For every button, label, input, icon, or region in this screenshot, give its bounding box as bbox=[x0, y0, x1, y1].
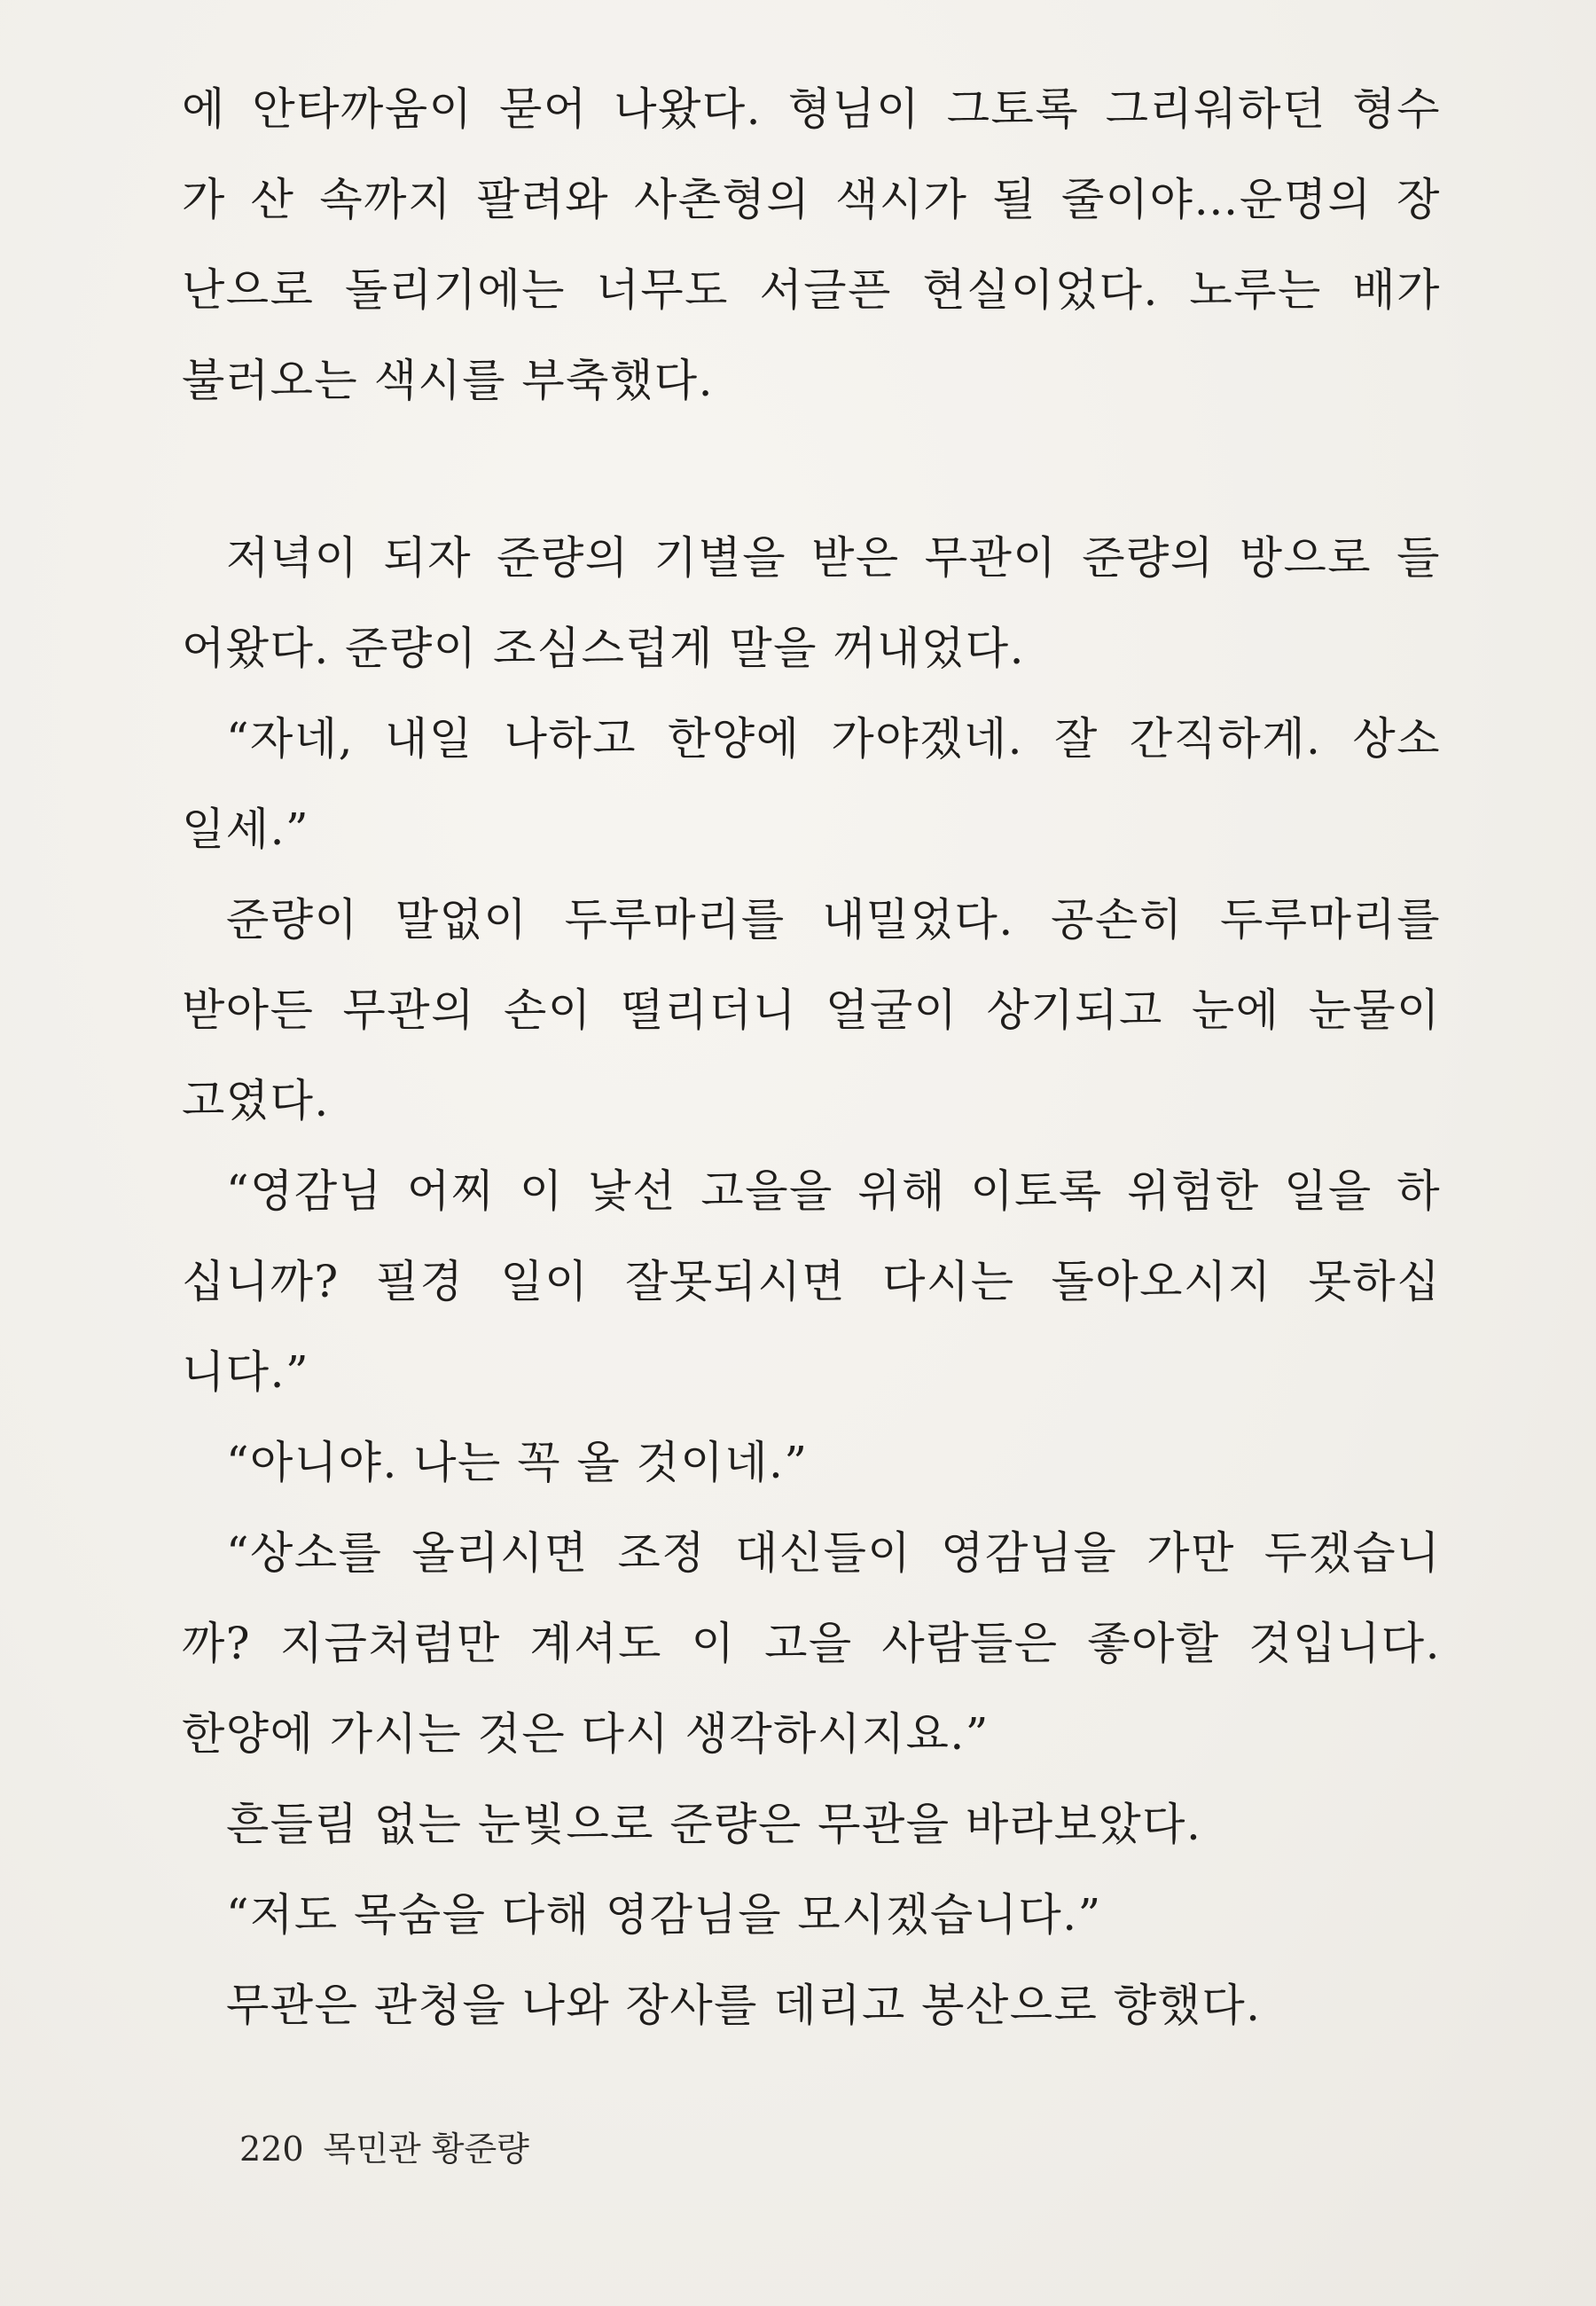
text-line: “상소를 올리시면 조정 대신들이 영감님을 가만 두겠습니 bbox=[226, 1527, 1441, 1579]
text-line: 고였다. bbox=[182, 1075, 330, 1126]
text-line: “저도 목숨을 다해 영감님을 모시겠습니다.” bbox=[226, 1889, 1102, 1941]
text-line: 어왔다. 준량이 조심스럽게 말을 꺼내었다. bbox=[182, 623, 1025, 674]
text-line: 에 안타까움이 묻어 나왔다. 형님이 그토록 그리워하던 형수 bbox=[182, 83, 1441, 135]
text-line: 받아든 무관의 손이 떨리더니 얼굴이 상기되고 눈에 눈물이 bbox=[182, 984, 1441, 1036]
page-footer bbox=[239, 2127, 529, 2171]
text-line: 한양에 가시는 것은 다시 생각하시지요.” bbox=[182, 1708, 990, 1760]
text-line: 무관은 관청을 나와 장사를 데리고 봉산으로 향했다. bbox=[226, 1980, 1262, 2031]
running-title: 목민관 황준량 bbox=[323, 2130, 529, 2169]
text-line: 니다.” bbox=[182, 1346, 310, 1398]
text-line: 까? 지금처럼만 계셔도 이 고을 사람들은 좋아할 것입니다. bbox=[182, 1618, 1441, 1669]
text-line: 십니까? 필경 일이 잘못되시면 다시는 돌아오시지 못하십 bbox=[182, 1256, 1441, 1307]
text-line: “영감님 어찌 이 낯선 고을을 위해 이토록 위험한 일을 하 bbox=[226, 1165, 1441, 1217]
text-line: 가 산 속까지 팔려와 사촌형의 색시가 될 줄이야…운명의 장 bbox=[182, 174, 1441, 225]
text-line: 일세.” bbox=[182, 804, 310, 855]
page-number: 220 bbox=[239, 2130, 304, 2169]
text-line: 난으로 돌리기에는 너무도 서글픈 현실이었다. 노루는 배가 bbox=[182, 264, 1441, 316]
text-line: 저녁이 되자 준량의 기별을 받은 무관이 준량의 방으로 들 bbox=[226, 532, 1441, 584]
text-line: “아니야. 나는 꼭 올 것이네.” bbox=[226, 1437, 809, 1488]
body-text bbox=[182, 64, 1441, 2051]
text-line: 불러오는 색시를 부축했다. bbox=[182, 355, 714, 406]
text-line: 준량이 말없이 두루마리를 내밀었다. 공손히 두루마리를 bbox=[226, 894, 1441, 945]
text-line: 흔들림 없는 눈빛으로 준량은 무관을 바라보았다. bbox=[226, 1799, 1202, 1850]
paragraph-gap bbox=[182, 426, 1441, 513]
text-line: “자네, 내일 나하고 한양에 가야겠네. 잘 간직하게. 상소 bbox=[226, 713, 1441, 765]
